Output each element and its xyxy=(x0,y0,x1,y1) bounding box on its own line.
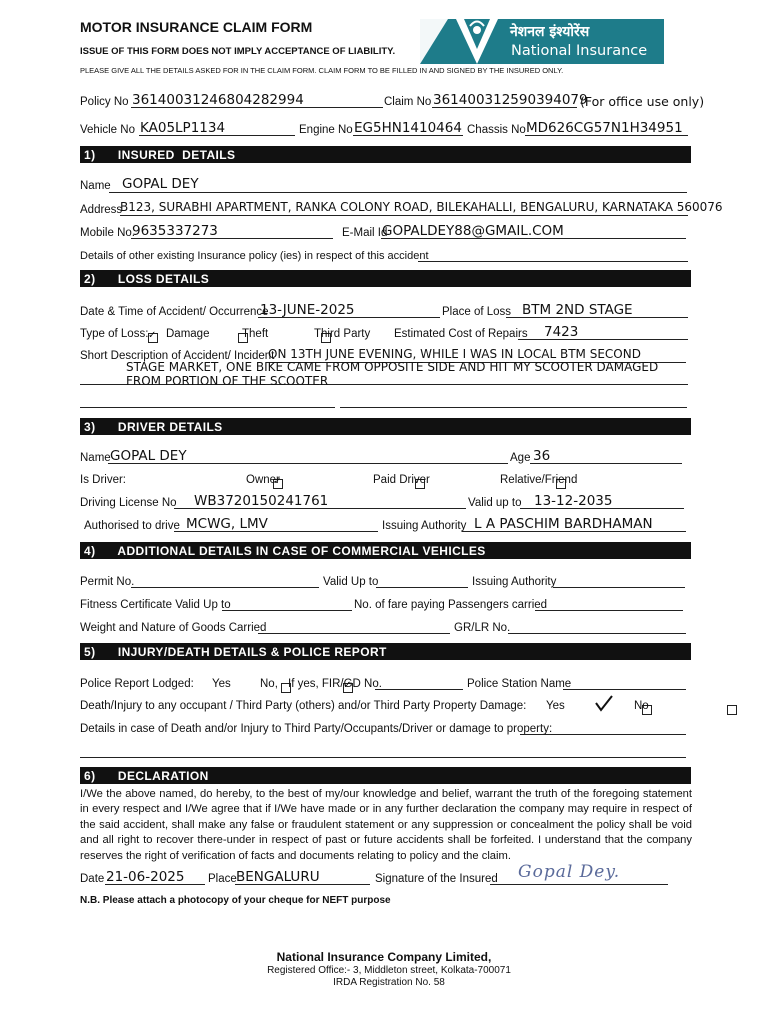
authorised-label: Authorised to drive xyxy=(84,520,180,532)
national-insurance-logo xyxy=(420,19,664,64)
declaration-text: I/We the above named, do hereby, to the best of my/our knowledge and belief, warrant the truth of the foregoing statement in every respect and I/We agree that if I/We have made or in any further declaration the company may require in respect of the said accident, shall make any false or fraudulent statement or any suppression or concealment the policy shall be void and all right to recover there-under in respect of past or future accidents shall be forfeited. I understand that the company reserves the right of verification of facts and documents relating to policy and the claim. xyxy=(80,788,692,862)
death-injury-label: Death/Injury to any occupant / Third Party (others) and/or Third Party Property Damage: xyxy=(80,700,527,712)
vehicle-no-label: Vehicle No xyxy=(80,124,135,136)
policy-no-value[interactable]: 36140031246804282994 xyxy=(132,92,304,108)
license-valid-value[interactable]: 13-12-2035 xyxy=(534,493,613,509)
insured-name-label: Name xyxy=(80,180,111,192)
damage-details-line-2[interactable] xyxy=(80,757,686,758)
death-yes-label: Yes xyxy=(546,700,565,712)
permit-label: Permit No. xyxy=(80,576,135,588)
vehicle-no-value[interactable]: KA05LP1134 xyxy=(140,120,226,136)
permit-line[interactable] xyxy=(131,587,319,588)
chassis-no-value[interactable]: MD626CG57N1H34951 xyxy=(526,120,683,136)
grlr-line[interactable] xyxy=(508,633,686,634)
place-of-loss-line xyxy=(506,317,688,318)
permit-valid-line[interactable] xyxy=(376,587,468,588)
insured-signature[interactable]: Gopal Dey. xyxy=(518,862,621,882)
desc-line-3b xyxy=(340,407,687,408)
neft-note: N.B. Please attach a photocopy of your cheque for NEFT purpose xyxy=(80,895,391,906)
hand-tick-icon xyxy=(594,695,614,713)
mobile-line xyxy=(131,238,333,239)
mobile-label: Mobile No. xyxy=(80,227,135,239)
fitness-line[interactable] xyxy=(222,610,352,611)
section-driver-details-header xyxy=(80,418,691,435)
issuing-authority-value[interactable]: L A PASCHIM BARDHAMAN xyxy=(474,516,653,532)
instruction-text: PLEASE GIVE ALL THE DETAILS ASKED FOR IN THE CLAIM FORM. CLAIM FORM TO BE FILLED IN AND SIGNED BY THE INSURED ONLY. xyxy=(80,66,564,75)
driver-name-label: Name xyxy=(80,452,111,464)
accident-datetime-label: Date & Time of Accident/ Occurrence xyxy=(80,306,269,318)
claim-no-label: Claim No xyxy=(384,96,432,108)
declaration-date-line xyxy=(105,884,205,885)
type-of-loss-label: Type of Loss: xyxy=(80,328,149,340)
engine-no-line xyxy=(353,135,463,136)
vehicle-no-line xyxy=(139,135,295,136)
permit-issuing-label: Issuing Authority xyxy=(472,576,557,588)
license-valid-line xyxy=(520,508,684,509)
section-title: 3) DRIVER DETAILS xyxy=(84,420,223,434)
repair-cost-value[interactable]: 7423 xyxy=(544,324,579,340)
third-party-option-label: Third Party xyxy=(314,328,371,340)
repair-cost-line xyxy=(518,339,688,340)
paid-driver-option-label: Paid Driver xyxy=(373,474,430,486)
form-title: MOTOR INSURANCE CLAIM FORM xyxy=(80,19,313,35)
fare-passengers-line[interactable] xyxy=(535,610,683,611)
relative-option-label: Relative/Friend xyxy=(500,474,578,486)
goods-label: Weight and Nature of Goods Carried xyxy=(80,622,267,634)
section-title: 2) LOSS DETAILS xyxy=(84,272,210,286)
section-injury-header xyxy=(80,643,691,660)
chassis-no-label: Chassis No xyxy=(467,124,526,136)
owner-option-label: Owner xyxy=(246,474,280,486)
engine-no-label: Engine No xyxy=(299,124,353,136)
driver-age-line xyxy=(530,463,682,464)
mobile-value[interactable]: 9635337273 xyxy=(132,223,218,239)
insured-name-value[interactable]: GOPAL DEY xyxy=(122,176,199,192)
section-title: 5) INJURY/DEATH DETAILS & POLICE REPORT xyxy=(84,645,387,659)
license-value[interactable]: WB3720150241761 xyxy=(194,493,329,509)
email-label: E-Mail Id xyxy=(342,227,388,239)
accident-datetime-line xyxy=(258,317,440,318)
signature-label: Signature of the Insured xyxy=(375,873,498,885)
footer-company-name: National Insurance Company Limited, xyxy=(276,950,492,964)
address-value[interactable]: B123, SURABHI APARTMENT, RANKA COLONY ROAD, BILEKAHALLI, BENGALURU, KARNATAKA 560076 xyxy=(120,200,723,214)
damage-option-label: Damage xyxy=(166,328,210,340)
address-label: Address xyxy=(80,204,123,216)
section-title: 6) DECLARATION xyxy=(84,769,209,783)
claim-no-value[interactable]: 361400312590394079 xyxy=(433,92,588,108)
driver-age-value[interactable]: 36 xyxy=(533,448,551,464)
issuing-authority-line xyxy=(462,531,686,532)
accident-description-line3[interactable]: FROM PORTION OF THE SCOOTER xyxy=(126,374,329,388)
other-policy-line xyxy=(418,261,688,262)
place-of-loss-value[interactable]: BTM 2ND STAGE xyxy=(522,302,633,318)
declaration-place-line xyxy=(235,884,370,885)
fare-passengers-label: No. of fare paying Passengers carried xyxy=(354,599,548,611)
damage-checkbox[interactable] xyxy=(148,333,158,343)
section-commercial-header xyxy=(80,542,691,559)
police-station-line[interactable] xyxy=(563,689,686,690)
footer-registered-office: Registered Office:- 3, Middleton street, Kolkata-700071 xyxy=(267,965,511,976)
driver-age-label: Age xyxy=(510,452,531,464)
section-title: 1) INSURED DETAILS xyxy=(84,148,236,162)
permit-valid-label: Valid Up to xyxy=(323,576,379,588)
footer-irda: IRDA Registration No. 58 xyxy=(333,977,445,988)
policy-no-label: Policy No xyxy=(80,96,129,108)
section-declaration-header xyxy=(80,767,691,784)
desc-line-3a xyxy=(80,407,335,408)
goods-line[interactable] xyxy=(258,633,450,634)
fir-line[interactable] xyxy=(375,689,463,690)
logo-english-text: National Insurance xyxy=(511,43,648,59)
accident-datetime-value[interactable]: 13-JUNE-2025 xyxy=(260,302,355,318)
place-of-loss-label: Place of Loss xyxy=(442,306,512,318)
email-value[interactable]: GOPALDEY88@GMAIL.COM xyxy=(382,223,564,239)
repair-cost-label: Estimated Cost of Repairs xyxy=(394,328,528,340)
email-line xyxy=(381,238,686,239)
license-label: Driving License No xyxy=(80,497,177,509)
office-use-note: (For office use only) xyxy=(580,94,705,109)
issuing-authority-label: Issuing Authority xyxy=(382,520,467,532)
declaration-date-label: Date xyxy=(80,873,105,885)
license-line xyxy=(174,508,466,509)
is-driver-label: Is Driver: xyxy=(80,474,126,486)
policy-no-line xyxy=(131,107,383,108)
fitness-label: Fitness Certificate Valid Up to xyxy=(80,599,231,611)
death-no-label: No xyxy=(634,700,649,712)
claim-no-line xyxy=(432,107,577,108)
section-insured-details-header xyxy=(80,146,691,163)
declaration-place-label: Place xyxy=(208,873,237,885)
police-no-label: No, xyxy=(260,678,278,690)
accident-description-line2[interactable]: STAGE MARKET, ONE BIKE CAME FROM OPPOSITE SIDE AND HIT MY SCOOTER DAMAGED xyxy=(126,360,659,374)
liability-notice: ISSUE OF THIS FORM DOES NOT IMPLY ACCEPTANCE OF LIABILITY. xyxy=(80,46,396,57)
address-line xyxy=(120,215,688,216)
declaration-date-value[interactable]: 21-06-2025 xyxy=(106,869,185,885)
logo-hindi-text: नेशनल इंश्योरेंस xyxy=(510,24,590,40)
license-valid-label: Valid up to xyxy=(468,497,522,509)
police-station-label: Police Station Name xyxy=(467,678,572,690)
theft-option-label: Theft xyxy=(242,328,269,340)
insured-name-line xyxy=(109,192,687,193)
police-report-label: Police Report Lodged: xyxy=(80,678,194,690)
declaration-place-value[interactable]: BENGALURU xyxy=(236,869,320,885)
driver-name-line xyxy=(108,463,508,464)
accident-description-line1[interactable]: ON 13TH JUNE EVENING, WHILE I WAS IN LOCAL BTM SECOND xyxy=(268,347,641,361)
fir-label: If yes, FIR/GD No. xyxy=(288,678,382,690)
permit-issuing-line[interactable] xyxy=(553,587,685,588)
grlr-label: GR/LR No. xyxy=(454,622,511,634)
other-policy-label: Details of other existing Insurance policy (ies) in respect of this accident xyxy=(80,250,429,262)
death-no-checkbox[interactable] xyxy=(727,705,737,715)
section-loss-details-header xyxy=(80,270,691,287)
engine-no-value[interactable]: EG5HN1410464 xyxy=(354,120,462,136)
chassis-no-line xyxy=(525,135,688,136)
driver-name-value[interactable]: GOPAL DEY xyxy=(110,448,187,464)
accident-description-label: Short Description of Accident/ Incident xyxy=(80,350,275,362)
signature-line xyxy=(490,884,668,885)
authorised-value[interactable]: MCWG, LMV xyxy=(186,516,268,532)
damage-details-label: Details in case of Death and/or Injury to Third Party/Occupants/Driver or damage to property: xyxy=(80,723,553,735)
authorised-line xyxy=(174,531,378,532)
section-title: 4) ADDITIONAL DETAILS IN CASE OF COMMERCIAL VEHICLES xyxy=(84,544,486,558)
police-yes-label: Yes xyxy=(212,678,231,690)
damage-details-line-1[interactable] xyxy=(520,734,686,735)
